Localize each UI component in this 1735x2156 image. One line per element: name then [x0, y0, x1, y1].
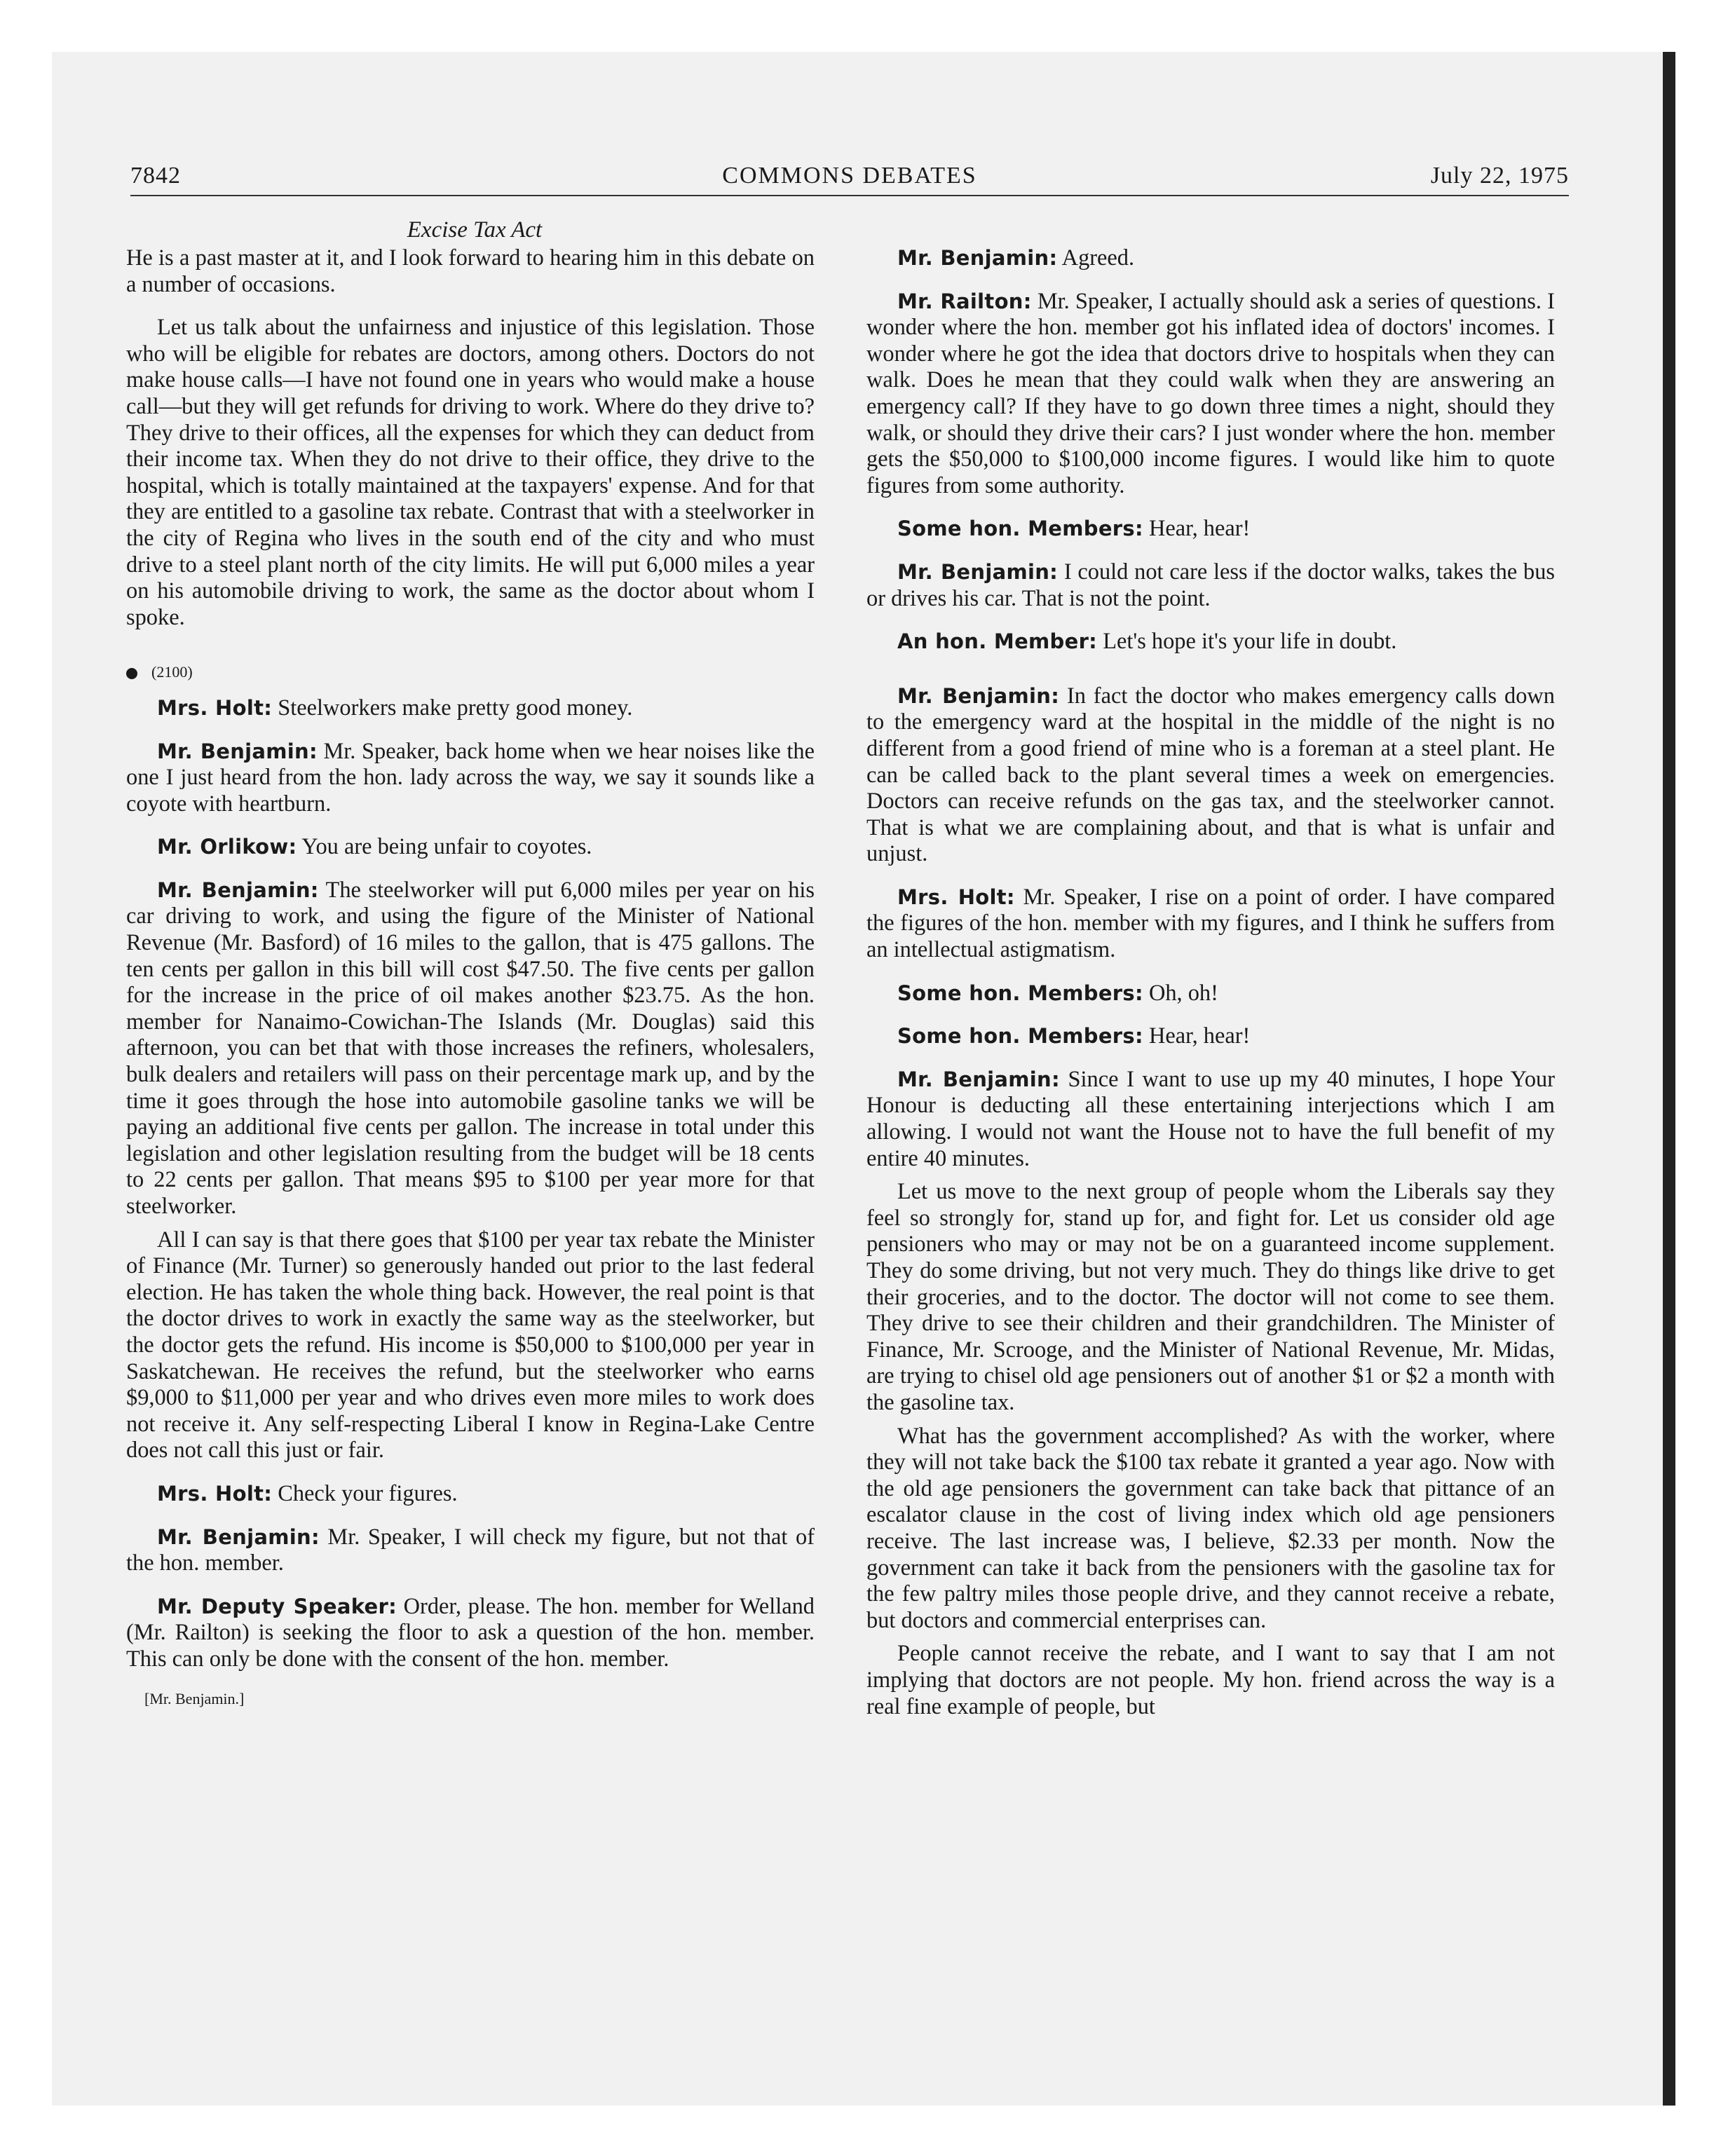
speech-text: Oh, oh!	[1143, 980, 1218, 1006]
speech-text: Steelworkers make pretty good money.	[272, 695, 633, 721]
speech-paragraph	[866, 289, 1555, 500]
speaker-name: Mr. Benjamin:	[157, 1524, 320, 1549]
speaker-name: Mrs. Holt:	[157, 695, 273, 720]
body-paragraph: Let us move to the next group of people whom the Liberals say they feel so strongly for, stand up for, and fight for. Let us consider old age pensioners who may or may not be on a guaranteed income supplement. They do some driving, but not very much. They do things like drive to get their groceries, and to the doctor. The doctor will not come to see them. They drive to see their children and their grandchildren. The Minister of Finance, Mr. Scrooge, and the Minister of National Revenue, Mr. Midas, are trying to chisel old age pensioners out of another $1 or $2 a month with the gasoline tax.	[866, 1179, 1555, 1415]
speech-paragraph	[126, 1524, 815, 1577]
speech-text: Mr. Speaker, I actually should ask a series of questions. I wonder where the hon. member got his inflated idea of doctors' incomes. I wonder where he got the idea that doctors drive to hospitals when they can walk. Does he mean that they could walk when they are answering an emergency call? If they have to go down three times a night, should they walk, or should they drive their cars? I just wonder where the hon. member gets the $50,000 to $100,000 income figures. I would like him to quote figures from some authority.	[866, 288, 1555, 498]
speech-paragraph	[866, 629, 1555, 655]
page-number: 7842	[130, 163, 181, 189]
speaker-name: Mr. Benjamin:	[897, 559, 1059, 584]
speaker-name: Mr. Deputy Speaker:	[157, 1594, 397, 1618]
publication-title: COMMONS DEBATES	[722, 163, 977, 189]
speech-text: Mr. Speaker, back home when we hear noises like the one I just heard from the hon. lady across the way, we say it sounds like a coyote with heartburn.	[126, 738, 815, 817]
speech-text: Since I want to use up my 40 minutes, I hope Your Honour is deducting all these entertaining interjections which I am allowing. I would not want the House not to have the full benefit of my entire 40 minutes.	[866, 1066, 1555, 1171]
speaker-name: Mrs. Holt:	[157, 1481, 273, 1506]
time-marker-text: (2100)	[151, 663, 193, 681]
speaker-name: Some hon. Members:	[897, 1024, 1143, 1049]
speech-paragraph	[866, 559, 1555, 612]
speaker-name: An hon. Member:	[897, 629, 1098, 654]
speech-text: I could not care less if the doctor walks, takes the bus or drives his car. That is not the point.	[866, 559, 1555, 611]
speech-paragraph	[126, 695, 815, 722]
speech-paragraph	[866, 1067, 1555, 1172]
body-paragraph: He is a past master at it, and I look forward to hearing him in this debate on a number of occasions.	[126, 245, 815, 297]
speaker-name: Mr. Benjamin:	[897, 683, 1060, 708]
speech-paragraph	[126, 878, 815, 1220]
speech-text: Agreed.	[1057, 245, 1135, 271]
body-paragraph: All I can say is that there goes that $100 per year tax rebate the Minister of Finance (Mr. Turner) so generously handed out prior to the last federal election. He has taken the whole thing back. However, the real point is that the doctor drives to work in exactly the same way as the steelworker, but the doctor gets the refund. His income is $50,000 to $100,000 per year in Saskatchewan. He receives the refund, but the steelworker who earns $9,000 to $11,000 per year and who drives even more miles to work does not receive it. Any self-respecting Liberal I know in Regina-Lake Centre does not call this just or fair.	[126, 1227, 815, 1464]
speech-text: Let's hope it's your life in doubt.	[1097, 629, 1397, 655]
bullet-dot-icon	[126, 668, 137, 679]
speech-paragraph	[866, 516, 1555, 543]
speaker-name: Mr. Benjamin:	[157, 739, 318, 763]
speech-paragraph	[866, 1023, 1555, 1050]
speaker-name: Mr. Benjamin:	[897, 1067, 1060, 1091]
speech-text: Check your figures.	[272, 1480, 458, 1506]
speaker-name: Mr. Benjamin:	[897, 246, 1058, 270]
speech-text: Hear, hear!	[1143, 516, 1251, 542]
speech-paragraph	[866, 245, 1555, 272]
page-date: July 22, 1975	[1430, 163, 1569, 189]
scan-edge-bar	[1663, 52, 1675, 2106]
speech-paragraph	[126, 834, 815, 861]
speech-paragraph	[866, 981, 1555, 1007]
section-subtitle: Excise Tax Act	[407, 217, 543, 243]
speech-paragraph	[866, 885, 1555, 964]
speech-paragraph	[126, 1594, 815, 1673]
speech-text: Order, please. The hon. member for Welland (Mr. Railton) is seeking the floor to ask a question of the hon. member. This can only be done with the consent of the hon. member.	[126, 1593, 815, 1672]
left-column	[126, 245, 815, 1712]
speech-text: Mr. Speaker, I will check my figure, but not that of the hon. member.	[126, 1524, 815, 1576]
header-rule	[130, 195, 1569, 196]
speech-paragraph	[126, 739, 815, 818]
speech-text: Mr. Speaker, I rise on a point of order. I have compared the figures of the hon. member with my figures, and I think he suffers from an intellectual astigmatism.	[866, 884, 1555, 963]
time-marker	[126, 659, 815, 685]
speech-text: The steelworker will put 6,000 miles per year on his car driving to work, and using the figure of the Minister of National Revenue (Mr. Basford) of 16 miles to the gallon, that is 475 gallons. The ten cents per gallon in this bill will cost $47.50. The five cents per gallon for the increase in the price of oil makes another $23.75. As the hon. member for Nanaimo-Cowichan-The Islands (Mr. Douglas) said this afternoon, you can bet that with those increases the refiners, wholesalers, bulk dealers and retailers will pass on their percentage mark up, and by the time it goes through the hose into automobile gasoline tanks we will be paying an additional five cents per gallon. The increase in total under this legislation and other legislation resulting from the budget will be 18 cents to 22 cents per gallon. That means $95 to $100 per year more for that steelworker.	[126, 877, 815, 1219]
speaker-name: Mr. Benjamin:	[157, 878, 319, 902]
body-paragraph: Let us talk about the unfairness and injustice of this legislation. Those who will be eligible for rebates are doctors, among others. Doctors do not make house calls—I have not found one in years who would make a house call—but they will get refunds for driving to work. Where do they drive to? They drive to their offices, all the expenses for which they can deduct from their income tax. When they do not drive to their office, they drive to the hospital, which is totally maintained at the taxpayers' expense. And for that they are entitled to a gasoline tax rebate. Contrast that with a steelworker in the city of Regina who lives in the south end of the city and who must drive to a steel plant north of the city limits. He will put 6,000 miles a year on his automobile driving to work, the same as the doctor about whom I spoke.	[126, 315, 815, 630]
speaker-name: Some hon. Members:	[897, 981, 1143, 1005]
speech-paragraph	[866, 683, 1555, 868]
speech-text: You are being unfair to coyotes.	[297, 834, 592, 860]
speaker-name: Mrs. Holt:	[897, 885, 1015, 909]
speaker-name: Mr. Railton:	[897, 289, 1032, 313]
speech-text: In fact the doctor who makes emergency calls down to the emergency ward at the hospital in the middle of the night is no different from a good friend of mine who is a foreman at a steel plant. He can be called back to the plant several times a week on emergencies. Doctors can receive refunds on the gas tax, and the steelworker cannot. That is what we are complaining about, and that is what is unfair and unjust.	[866, 683, 1555, 867]
speech-text: Hear, hear!	[1143, 1023, 1251, 1049]
speaker-name: Some hon. Members:	[897, 517, 1143, 541]
body-paragraph: What has the government accomplished? As with the worker, where they will not take back the $100 tax rebate it granted a year ago. Now with the old age pensioners the government can take back that pittance of an escalator clause in the cost of living index which old age pensioners receive. The last increase was, I believe, $2.33 per month. Now the government can take it back from the pensioners with the gasoline tax for the few paltry miles those people drive, and they cannot receive a rebate, but doctors and commercial enterprises can.	[866, 1423, 1555, 1633]
footnote-speaker: [Mr. Benjamin.]	[144, 1689, 245, 1707]
speaker-name: Mr. Orlikow:	[157, 835, 297, 859]
right-column	[866, 245, 1555, 1737]
speech-paragraph	[126, 1481, 815, 1508]
body-paragraph: People cannot receive the rebate, and I want to say that I am not implying that doctors are not people. My hon. friend across the way is a real fine example of people, but	[866, 1641, 1555, 1719]
page-header	[130, 163, 1569, 198]
